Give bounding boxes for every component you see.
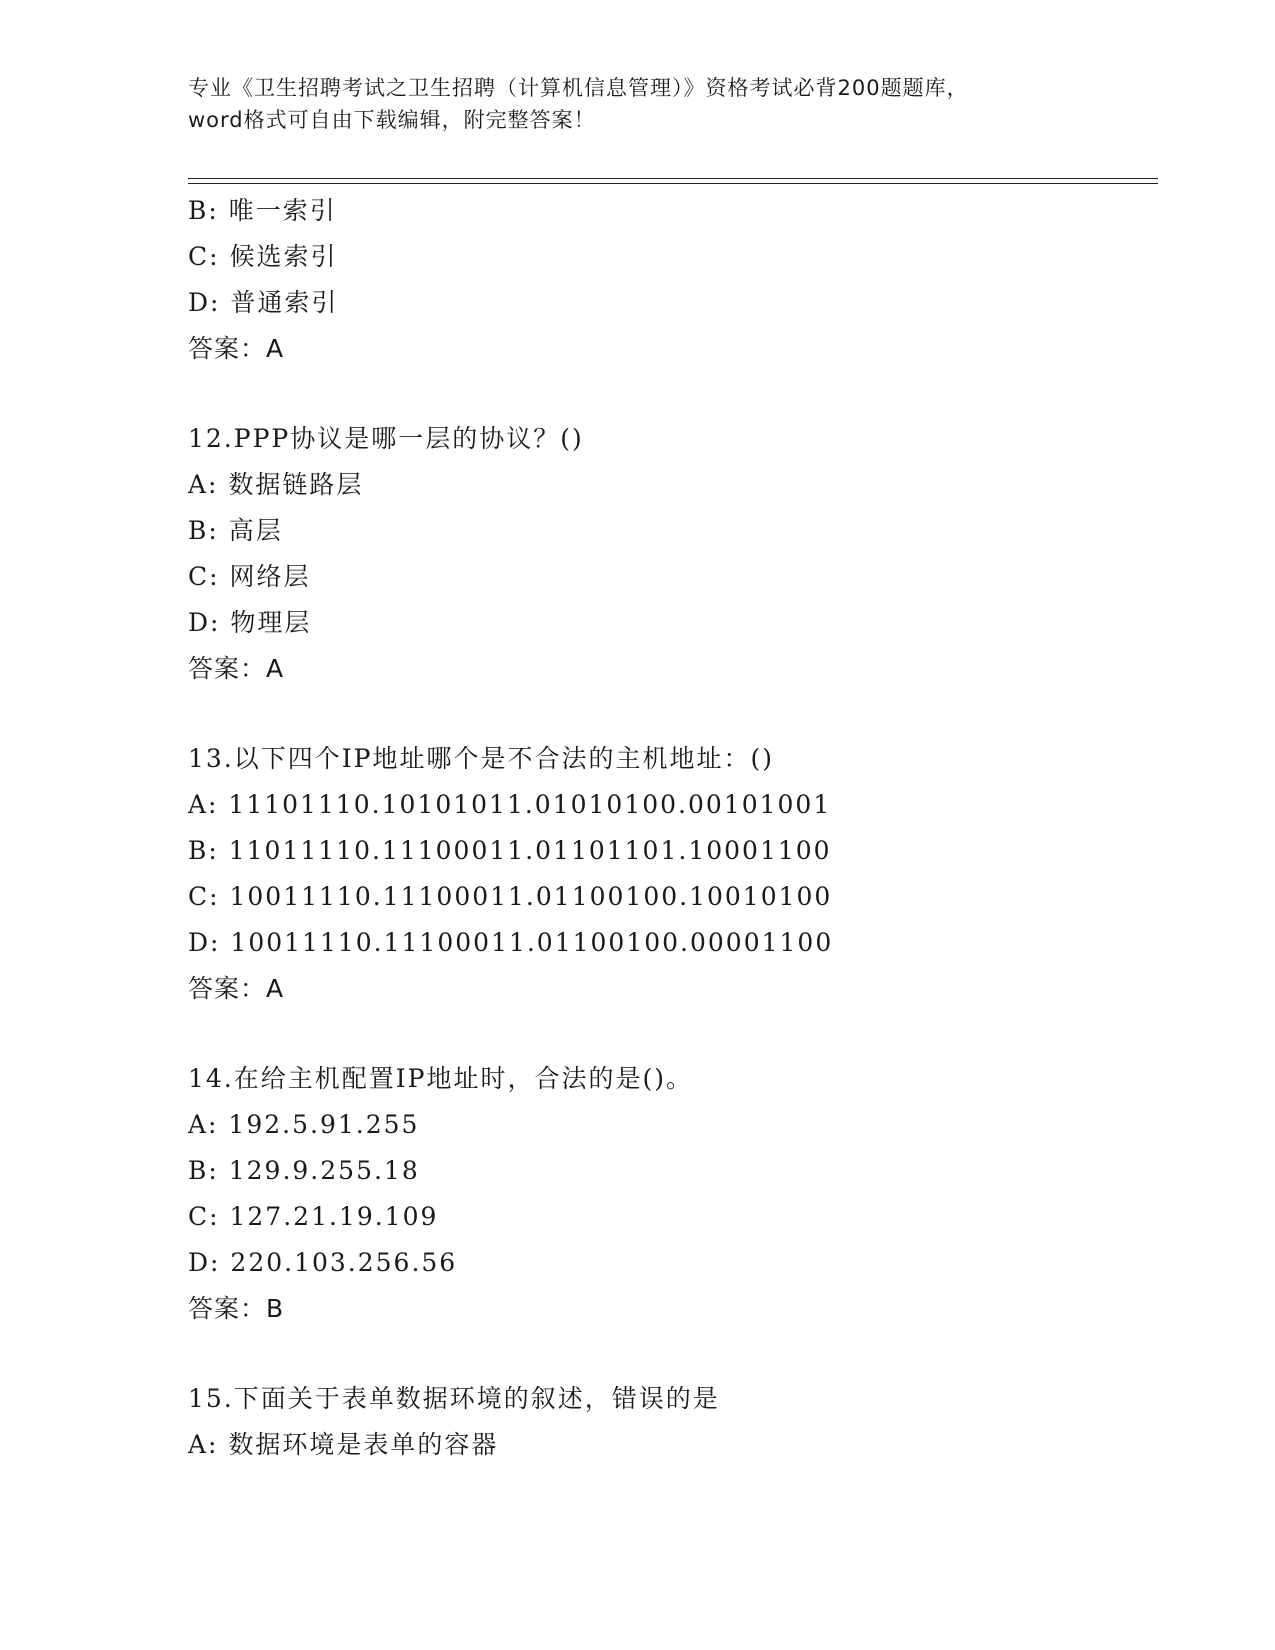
- option-a: A: 数据环境是表单的容器: [188, 1430, 499, 1459]
- header-divider-bottom: [188, 183, 1158, 184]
- option-c: C: 127.21.19.109: [188, 1202, 439, 1231]
- question-text: 12.PPP协议是哪一层的协议？(): [188, 424, 584, 453]
- option-a: A: 11101110.10101011.01010100.00101001: [188, 790, 832, 819]
- option-a: A: 192.5.91.255: [188, 1110, 420, 1139]
- option-c: C: 网络层: [188, 562, 311, 591]
- header-line-2: word格式可自由下载编辑，附完整答案！: [188, 108, 596, 132]
- question-15: [188, 1376, 1148, 1468]
- question-text: 13.以下四个IP地址哪个是不合法的主机地址：(): [188, 744, 774, 773]
- question-11-tail: [188, 188, 1148, 372]
- question-12: [188, 416, 1148, 692]
- option-d: D: 10011110.11100011.01100100.00001100: [188, 928, 834, 957]
- header-divider-top: [188, 178, 1158, 179]
- option-b: B: 11011110.11100011.01101101.10001100: [188, 836, 832, 865]
- option-b: B: 129.9.255.18: [188, 1156, 420, 1185]
- question-13: [188, 736, 1148, 1012]
- answer: 答案：A: [188, 654, 285, 683]
- question-list: [188, 188, 1148, 1468]
- answer: 答案：A: [188, 974, 285, 1003]
- option-d: D: 220.103.256.56: [188, 1248, 458, 1277]
- question-text: 14.在给主机配置IP地址时，合法的是()。: [188, 1064, 693, 1093]
- option-a: A: 数据链路层: [188, 470, 364, 499]
- header-line-1: 专业《卫生招聘考试之卫生招聘（计算机信息管理）》资格考试必背200题题库，: [188, 76, 969, 100]
- question-14: [188, 1056, 1148, 1332]
- question-text: 15.下面关于表单数据环境的叙述，错误的是: [188, 1384, 720, 1413]
- answer: 答案：B: [188, 1294, 285, 1323]
- answer: 答案：A: [188, 334, 285, 363]
- option-b: B: 唯一索引: [188, 196, 337, 225]
- option-d: D: 普通索引: [188, 288, 339, 317]
- option-c: C: 10011110.11100011.01100100.10010100: [188, 882, 833, 911]
- option-c: C: 候选索引: [188, 242, 338, 271]
- option-b: B: 高层: [188, 516, 283, 545]
- document-header: [188, 72, 1088, 136]
- option-d: D: 物理层: [188, 608, 312, 637]
